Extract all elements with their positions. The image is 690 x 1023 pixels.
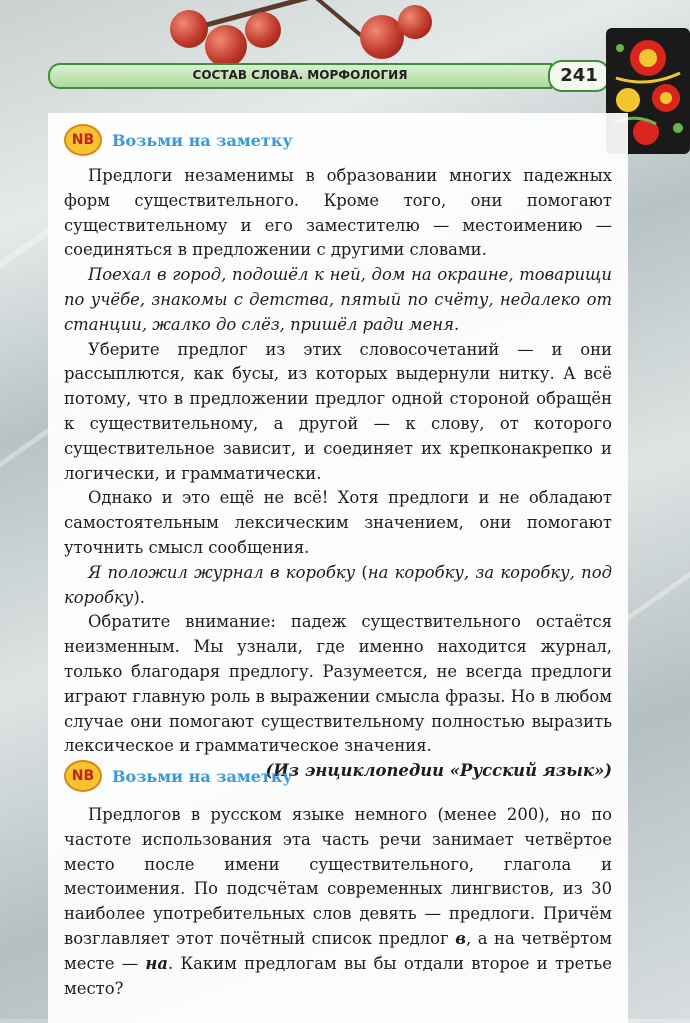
paragraph bbox=[64, 803, 612, 1001]
note-body-2 bbox=[64, 803, 612, 1001]
note-title: Возьми на заметку bbox=[112, 130, 293, 150]
nb-badge-icon: NB bbox=[64, 124, 102, 156]
page-number-box bbox=[548, 60, 610, 92]
paragraph: Однако и это ещё не всё! Хотя предлоги и не обладают самостоятельным лексическим значением, они помогают уточнить смысл сообщения. bbox=[64, 488, 612, 557]
page-number: 241 bbox=[560, 65, 598, 86]
note-header-2 bbox=[64, 760, 293, 792]
note-header-1 bbox=[64, 124, 293, 156]
text-fragment: Предлогов в русском языке немного (менее 200), но по частоте использования эта часть речи занимает четвёртое место после имени существительного, глагола и местоимения. По подсчётам современных лингвистов, из 30 наиболее употребительных слов девять — предлоги. Причём возглавляет этот почётный список предлог bbox=[64, 805, 612, 948]
section-header-bar bbox=[48, 63, 552, 89]
nb-badge-icon: NB bbox=[64, 760, 102, 792]
paragraph: Обратите внимание: падеж существительного остаётся неизменным. Мы узнали, где именно находится журнал, только благодаря предлогу. Разумеется, не всегда предлоги играют главную роль в выражении смысла фразы. Но в любом случае они помогают существительному полностью выразить лексическое и грамматическое значения. bbox=[64, 612, 612, 756]
text-fragment: ). bbox=[133, 587, 145, 607]
text-fragment: . Каким предлогам вы бы отдали второе и третье место? bbox=[64, 953, 612, 998]
note-body-1 bbox=[64, 164, 612, 784]
section-title: СОСТАВ СЛОВА. МОРФОЛОГИЯ bbox=[192, 68, 408, 82]
preposition-highlight: в bbox=[455, 928, 466, 948]
source-citation: (Из энциклопедии «Русский язык») bbox=[265, 761, 612, 781]
text-fragment: , а на четвёртом месте — bbox=[64, 928, 612, 973]
text-fragment: ( bbox=[355, 562, 368, 582]
example-paragraph bbox=[64, 561, 612, 611]
paragraph: Уберите предлог из этих словосочетаний — и они рассыплются, как бусы, из которых выдернули нитку. А всё потому, что в предложении предлог одной стороной обращён к существительному, а другой — к слову, от которого существительное зависит, и соединяет их крепконакрепко и логически, и грамматически. bbox=[64, 339, 612, 483]
note-title: Возьми на заметку bbox=[112, 766, 293, 786]
example-paragraph: Поехал в город, подошёл к ней, дом на окраине, товарищи по учёбе, знакомы с детства, пятый по счёту, недалеко от станции, жалко до слёз, пришёл ради меня. bbox=[64, 265, 612, 334]
example-text: на коробку, за коробку, под коробку bbox=[64, 562, 612, 607]
preposition-highlight: на bbox=[145, 953, 168, 973]
example-text: Я положил журнал в коробку bbox=[88, 562, 356, 582]
paragraph: Предлоги незаменимы в образовании многих падежных форм существительного. Кроме того, они помогают существительному и его заместителю — местоимению — соединяться в предложении с другими словами. bbox=[64, 166, 612, 260]
